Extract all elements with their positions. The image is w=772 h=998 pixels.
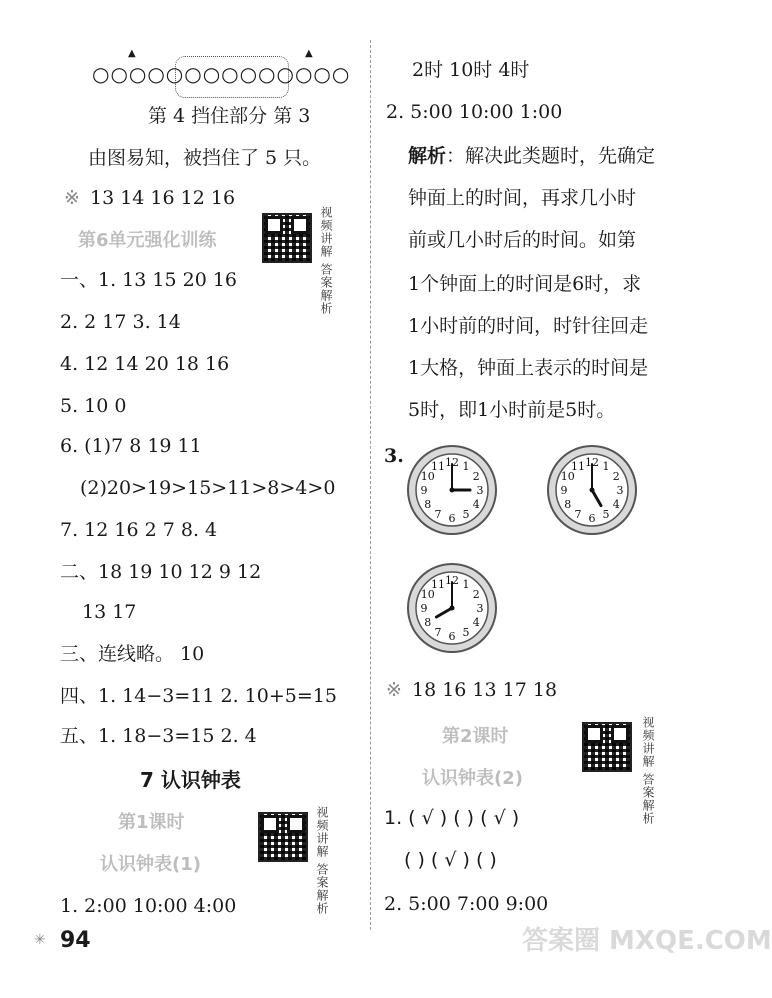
star-mark: ※ <box>64 187 80 209</box>
clock-numeral: 6 <box>448 630 456 643</box>
clock-numeral: 8 <box>424 498 432 511</box>
page-star-icon: ✳ <box>34 932 46 948</box>
clock-numeral: 10 <box>560 470 575 483</box>
analysis-line-6: 1大格，钟面上表示的时间是 <box>408 357 649 379</box>
star-numbers-2: 18 16 13 17 18 <box>412 679 558 701</box>
clock-numeral: 1 <box>602 459 610 473</box>
right-column <box>372 0 772 998</box>
clock-numeral: 11 <box>431 459 445 473</box>
watermark: 答案圈 MXQE.COM <box>522 926 772 956</box>
lesson-2-subtitle: 认识钟表(2) <box>422 768 523 789</box>
clock-numeral: 3 <box>476 484 484 497</box>
q5-answers: 5. 10 0 <box>60 395 127 417</box>
qr-caption-1: 视频讲解 答案解析 <box>319 206 333 315</box>
clock-numeral: 5 <box>462 508 470 522</box>
qr-code-3[interactable] <box>582 722 632 772</box>
analysis-text-1: ：解决此类题时，先确定 <box>446 145 656 167</box>
clock-numeral: 8 <box>424 616 432 629</box>
check-row-2: ( ) ( √ ) ( ) <box>404 849 497 871</box>
clock-numeral: 5 <box>462 626 470 640</box>
section-1-answers: 一、1. 13 15 20 16 <box>60 269 237 291</box>
check-row-1: 1. ( √ ) ( ) ( √ ) <box>384 807 520 829</box>
analysis-line-3: 前或几小时后的时间。如第 <box>408 229 637 251</box>
clock-numeral: 6 <box>588 512 596 525</box>
clock-numeral: 7 <box>434 626 442 640</box>
section-4-answers: 四、1. 14−3=11 2. 10+5=15 <box>60 685 337 707</box>
q3-label: 3. <box>384 445 404 467</box>
section-2-answers-cont: 13 17 <box>82 601 137 623</box>
clock-numeral: 3 <box>616 484 624 497</box>
page-number: 94 <box>60 928 91 953</box>
analysis-line-5: 1小时前的时间，时针往回走 <box>408 315 649 337</box>
star-numbers: 13 14 16 12 16 <box>90 187 236 209</box>
clock-numeral: 8 <box>564 498 572 511</box>
clock-1 <box>406 444 498 536</box>
clock-numeral: 10 <box>420 588 435 601</box>
clock-3 <box>406 562 498 654</box>
qr-caption-2: 视频讲解 答案解析 <box>315 806 329 915</box>
analysis-label: 解析 <box>408 145 447 167</box>
clock-numeral: 7 <box>434 508 442 522</box>
analysis-line-2: 钟面上的时间，再求几小时 <box>408 187 637 209</box>
qr-caption-3: 视频讲解 答案解析 <box>641 716 655 825</box>
clock-numeral: 12 <box>445 574 459 587</box>
answer-line-1: 第 4 挡住部分 第 3 <box>148 105 311 127</box>
clock-numeral: 11 <box>571 459 585 473</box>
lesson-1-heading: 第1课时 <box>118 812 185 833</box>
clock-numeral: 6 <box>448 512 456 525</box>
clock-numeral: 7 <box>574 508 582 522</box>
clock-numeral: 3 <box>476 602 484 615</box>
lesson-2-answer-2: 2. 5:00 7:00 9:00 <box>384 893 549 915</box>
pointer-mark-left: ▲ <box>128 48 136 59</box>
left-column <box>0 0 370 998</box>
section-3-answers: 三、连线略。 10 <box>60 643 205 665</box>
lesson-1-subtitle: 认识钟表(1) <box>100 854 201 875</box>
section-2-answers: 二、18 19 10 12 9 12 <box>60 561 262 583</box>
clock-numeral: 2 <box>472 470 480 483</box>
clock-2 <box>546 444 638 536</box>
clock-numeral: 12 <box>585 456 599 469</box>
clock-numeral: 4 <box>472 498 480 511</box>
chapter-title: 7 认识钟表 <box>140 768 241 792</box>
q6-part1: 6. (1)7 8 19 11 <box>60 435 202 457</box>
circles-row: ○○○○○○○○○○○○○○ <box>92 62 351 86</box>
clock-numeral: 5 <box>602 508 610 522</box>
star-mark-2: ※ <box>386 679 402 701</box>
clock-numeral: 12 <box>445 456 459 469</box>
pointer-mark-right: ▲ <box>305 48 313 59</box>
clock-numeral: 10 <box>420 470 435 483</box>
times-line: 2时 10时 4时 <box>412 59 530 81</box>
clock-numeral: 1 <box>462 459 470 473</box>
clock-numeral: 9 <box>420 602 428 615</box>
lesson-1-answer-1: 1. 2:00 10:00 4:00 <box>60 895 237 917</box>
unit-heading: 第6单元强化训练 <box>78 230 217 251</box>
lesson-2-heading: 第2课时 <box>442 726 509 747</box>
clock-numeral: 2 <box>612 470 620 483</box>
analysis-line-7: 5时，即1小时前是5时。 <box>408 399 616 421</box>
q6-part2: (2)20>19>15>11>8>4>0 <box>80 477 336 499</box>
clock-numeral: 9 <box>420 484 428 497</box>
qr-code-1[interactable] <box>262 213 312 263</box>
answer-line-2: 由图易知，被挡住了 5 只。 <box>88 147 322 169</box>
q7-q8-answers: 7. 12 16 2 7 8. 4 <box>60 519 218 541</box>
section-5-answers: 五、1. 18−3=15 2. 4 <box>60 725 257 747</box>
clock-numeral: 1 <box>462 577 470 591</box>
analysis-line-4: 1个钟面上的时间是6时，求 <box>408 273 642 295</box>
column-divider <box>370 40 371 930</box>
clock-numeral: 2 <box>472 588 480 601</box>
qr-code-2[interactable] <box>258 812 308 862</box>
q4-answers: 4. 12 14 20 18 16 <box>60 353 230 375</box>
clock-numeral: 9 <box>560 484 568 497</box>
clock-numeral: 4 <box>472 616 480 629</box>
clock-numeral: 11 <box>431 577 445 591</box>
q2-answers: 2. 2 17 3. 14 <box>60 311 181 333</box>
clock-numeral: 4 <box>612 498 620 511</box>
q2-times: 2. 5:00 10:00 1:00 <box>386 101 563 123</box>
analysis-line-1 <box>408 144 655 168</box>
